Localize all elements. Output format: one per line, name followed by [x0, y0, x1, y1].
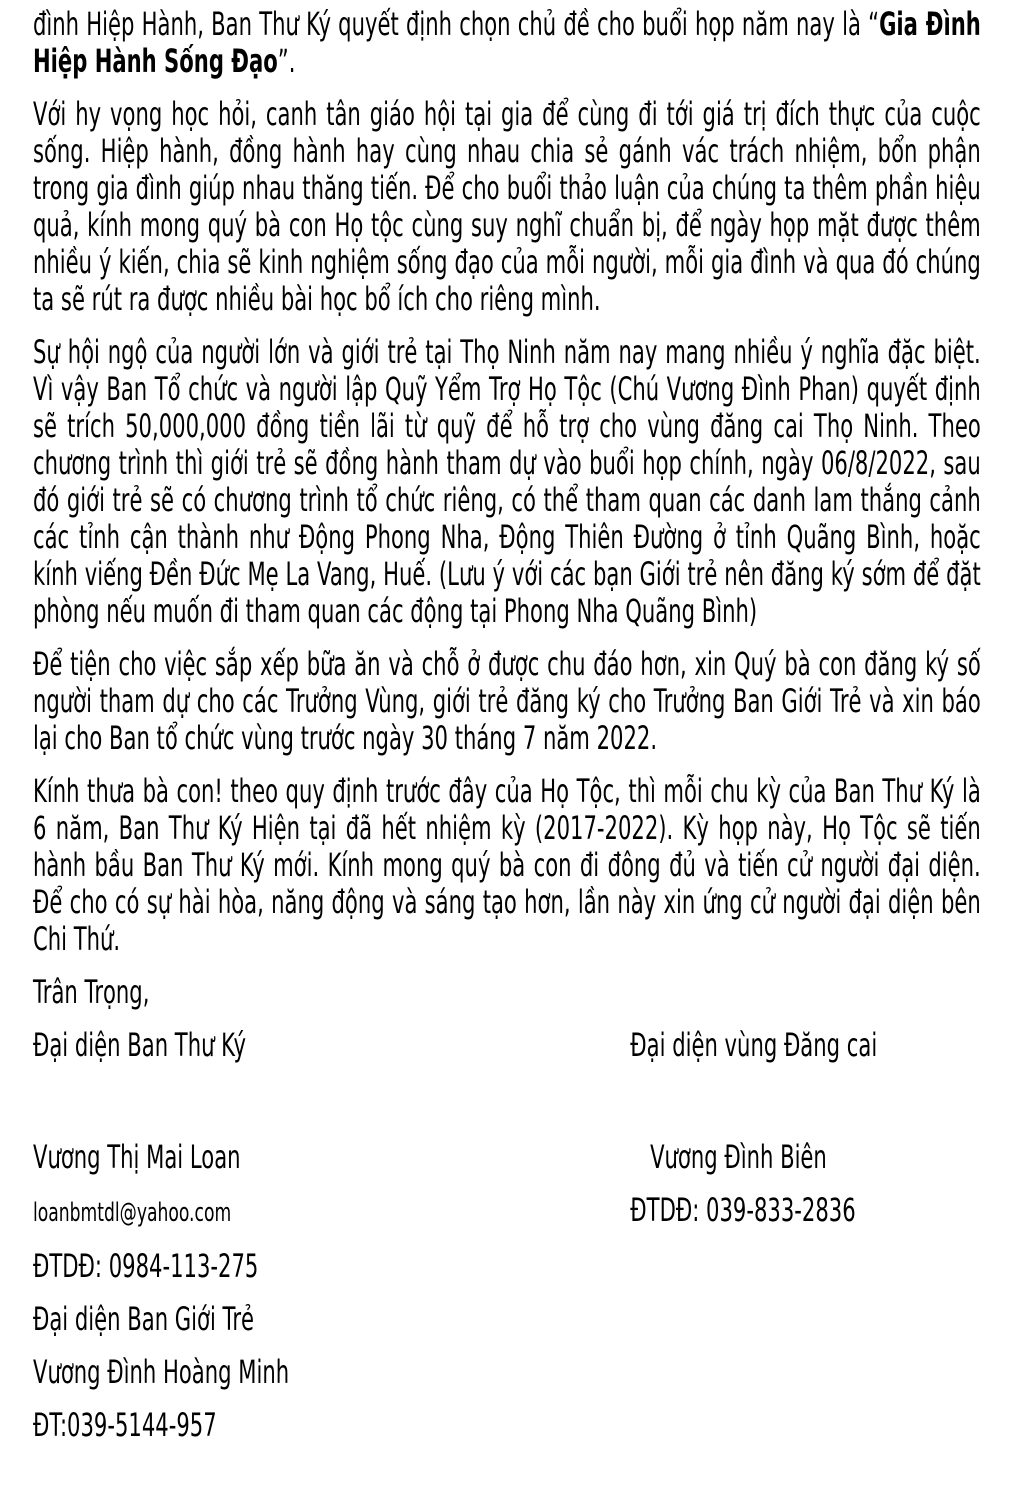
paragraph-hope-intro: Với hy vọng học hỏi, canh tân giáo hội tại gia để cùng đi tới giá trị đích thực của cuộc sống. Hiệp hành, đồng hành hay cùng nhau chia sẻ gánh vác trách nhiệm, bổn phận trong gia đình giúp nhau thăng tiến. Để cho buổi thảo luận của chúng ta thêm phần hiệu quả, kính mong quý bà con Họ tộc cùng suy nghĩ chuẩn bị, để ngày họp mặt được thêm nhiều ý kiến, chia sẽ kinh nghiệm sống đạo của mỗi người, mỗi gia đình và qua đó chúng ta sẽ rút ra được nhiều bài học bổ ích cho riêng mình. — [33, 95, 981, 318]
secretary-name: Vương Thị Mai Loan — [33, 1138, 241, 1176]
paragraph-registration-deadline: Để tiện cho việc sắp xếp bữa ăn và chỗ ở được chu đáo hơn, xin Quý bà con đăng ký số người tham dự cho các Trưởng Vùng, giới trẻ đăng ký cho Trưởng Ban Giới Trẻ và xin báo lại cho Ban tổ chức vùng trước ngày 30 tháng 7 năm 2022. — [33, 645, 981, 757]
host-name: Vương Đình Biên — [650, 1138, 827, 1176]
secretary-email: loanbmtdl@yahoo.com — [33, 1198, 232, 1228]
youth-name-row — [33, 1354, 981, 1391]
paragraph-secretary-election: Kính thưa bà con! theo quy định trước đây của Họ Tộc, thì mỗi chu kỳ của Ban Thư Ký là 6 năm, Ban Thư Ký Hiện tại đã hết nhiệm kỳ (2017-2022). Kỳ họp này, Họ Tộc sẽ tiến hành bầu Ban Thư Ký mới. Kính mong quý bà con đi đông đủ và tiến cử người đại diện. Để cho có sự hài hòa, năng động và sáng tạo hơn, lần này xin ứng cử người đại diện bên Chi Thứ. — [33, 772, 981, 958]
signature-names-row — [33, 1139, 981, 1176]
document-body — [33, 6, 981, 1460]
signature-contact-row — [33, 1192, 981, 1232]
youth-role-label: Đại diện Ban Giới Trẻ — [33, 1300, 254, 1338]
youth-name: Vương Đình Hoàng Minh — [33, 1353, 290, 1391]
secretary-role-label: Đại diện Ban Thư Ký — [33, 1026, 246, 1064]
closing-salutation: Trân Trọng, — [33, 973, 150, 1011]
theme-sentence-suffix: ”. — [277, 42, 296, 80]
youth-role-row — [33, 1301, 981, 1338]
signature-roles-row — [33, 1027, 981, 1064]
host-role-label: Đại diện vùng Đăng cai — [630, 1026, 878, 1064]
theme-sentence-prefix: đình Hiệp Hành, Ban Thư Ký quyết định chọn chủ đề cho buổi họp năm nay là “ — [33, 5, 880, 43]
secretary-phone-row — [33, 1248, 981, 1285]
youth-phone-row — [33, 1407, 981, 1444]
secretary-phone: ĐTDĐ: 0984-113-275 — [33, 1247, 259, 1285]
youth-phone: ĐT:039-5144-957 — [33, 1406, 217, 1444]
paragraph-theme-continuation — [33, 6, 981, 80]
meeting-theme-bold: Gia Đình Hiệp Hành Sống Đạo — [33, 5, 981, 80]
host-phone: ĐTDĐ: 039-833-2836 — [630, 1191, 856, 1229]
paragraph-reunion-fund: Sự hội ngộ của người lớn và giới trẻ tại Thọ Ninh năm nay mang nhiều ý nghĩa đặc biệt. Vì vậy Ban Tổ chức và người lập Quỹ Yểm Trợ Họ Tộc (Chú Vương Đình Phan) quyết định sẽ trích 50,000,000 đồng tiền lãi từ quỹ để hỗ trợ cho vùng đăng cai Thọ Ninh. Theo chương trình thì giới trẻ sẽ đồng hành tham dự vào buổi họp chính, ngày 06/8/2022, sau đó giới trẻ sẽ có chương trình tổ chức riêng, có thể tham quan các danh lam thắng cảnh các tỉnh cận thành như Động Phong Nha, Động Thiên Đường ở tỉnh Quãng Bình, hoặc kính viếng Đền Đức Mẹ La Vang, Huế. (Lưu ý với các bạn Giới trẻ nên đăng ký sớm để đặt phòng nếu muốn đi tham quan các động tại Phong Nha Quãng Bình) — [33, 333, 981, 630]
